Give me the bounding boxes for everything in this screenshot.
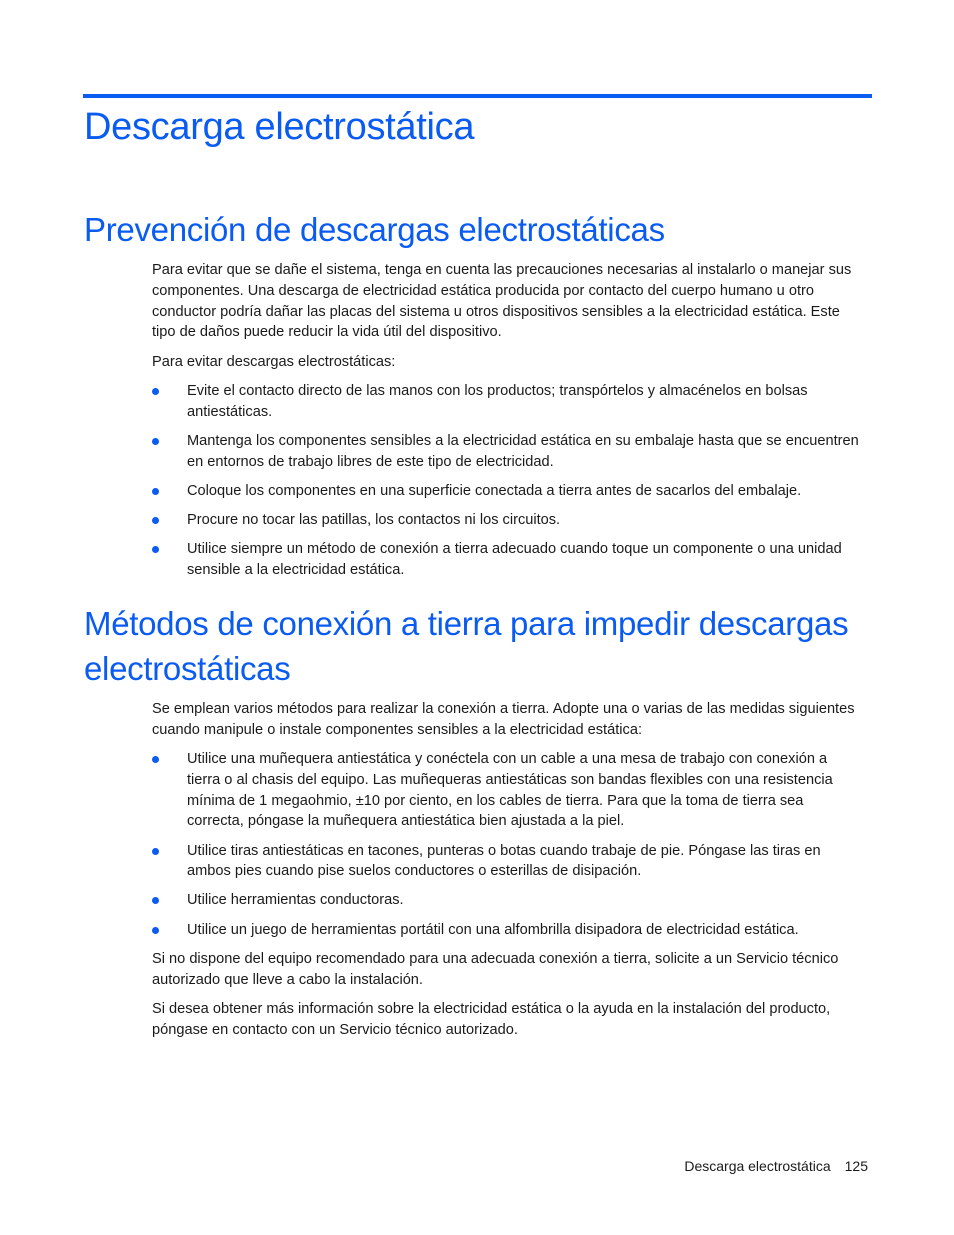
bullet-icon	[152, 488, 159, 495]
list-item-text: Procure no tocar las patillas, los contactos ni los circuitos.	[187, 511, 561, 528]
bullet-icon	[152, 438, 159, 445]
section-body-prevencion	[152, 260, 864, 589]
list-item	[152, 841, 864, 883]
list-item	[152, 381, 864, 423]
paragraph-intro: Para evitar que se dañe el sistema, tenga en cuenta las precauciones necesarias al instalarlo o manejar sus componentes. Una descarga de electricidad estática producida por contacto del cuerpo humano u otro conductor podría dañar las placas del sistema u otros dispositivos sensibles a la electricidad estática. Este tipo de daños puede reducir la vida útil del dispositivo.	[152, 262, 852, 341]
bullet-icon	[152, 388, 159, 395]
paragraph-intro: Se emplean varios métodos para realizar la conexión a tierra. Adopte una o varias de las medidas siguientes cuando manipule o instale componentes sensibles a la electricidad estática:	[152, 701, 855, 738]
list-item-text: Utilice una muñequera antiestática y conéctela con un cable a una mesa de trabajo con conexión a tierra o al chasis del equipo. Las muñequeras antiestáticas son bandas flexibles con una resistencia mínima de 1 megaohmio, ±10 por ciento, en los cables de tierra. Para que la toma de tierra sea correcta, póngase la muñequera antiestática bien ajustada a la piel.	[187, 751, 833, 830]
list-item	[152, 920, 864, 941]
list-item-text: Utilice un juego de herramientas portátil con una alfombrilla disipadora de electricidad estática.	[187, 921, 799, 938]
list-item	[152, 890, 864, 911]
page-footer	[684, 1158, 868, 1174]
list-item-text: Utilice tiras antiestáticas en tacones, punteras o botas cuando trabaje de pie. Póngase las tiras en ambos pies cuando pise suelos conductores o esterillas de disipación.	[187, 842, 821, 880]
section-body-metodos	[152, 699, 864, 1049]
bullet-icon	[152, 927, 159, 934]
section-title-metodos: Métodos de conexión a tierra para impedir descargas electrostáticas	[84, 605, 849, 687]
page-number: 125	[844, 1158, 868, 1174]
chapter-top-rule	[83, 94, 872, 98]
list-item-text: Utilice herramientas conductoras.	[187, 892, 404, 909]
bullet-icon	[152, 546, 159, 553]
list-item	[152, 481, 864, 502]
bullet-icon	[152, 848, 159, 855]
paragraph-outro-2: Si desea obtener más información sobre la electricidad estática o la ayuda en la instalación del producto, póngase en contacto con un Servicio técnico autorizado.	[152, 1000, 831, 1038]
list-item	[152, 510, 864, 531]
list-item-text: Coloque los componentes en una superficie conectada a tierra antes de sacarlos del embalaje.	[187, 482, 802, 499]
list-item-text: Mantenga los componentes sensibles a la electricidad estática en su embalaje hasta que se encuentren en entornos de trabajo libres de este tipo de electricidad.	[187, 432, 859, 470]
list-item	[152, 749, 864, 832]
list-item-text: Utilice siempre un método de conexión a tierra adecuado cuando toque un componente o una unidad sensible a la electricidad estática.	[187, 540, 842, 578]
list-item	[152, 539, 864, 581]
bullet-list-prevencion	[152, 381, 864, 581]
paragraph-lead: Para evitar descargas electrostáticas:	[152, 353, 396, 370]
section-title-prevencion: Prevención de descargas electrostáticas	[84, 211, 665, 248]
bullet-list-metodos	[152, 749, 864, 940]
bullet-icon	[152, 756, 159, 763]
paragraph-outro-1: Si no dispone del equipo recomendado para una adecuada conexión a tierra, solicite a un Servicio técnico autorizado que lleve a cabo la instalación.	[152, 950, 839, 988]
list-item	[152, 431, 864, 473]
bullet-icon	[152, 517, 159, 524]
footer-section-name: Descarga electrostática	[684, 1158, 831, 1174]
bullet-icon	[152, 897, 159, 904]
list-item-text: Evite el contacto directo de las manos con los productos; transpórtelos y almacénelos en bolsas antiestáticas.	[187, 382, 808, 420]
chapter-title: Descarga electrostática	[84, 106, 475, 148]
